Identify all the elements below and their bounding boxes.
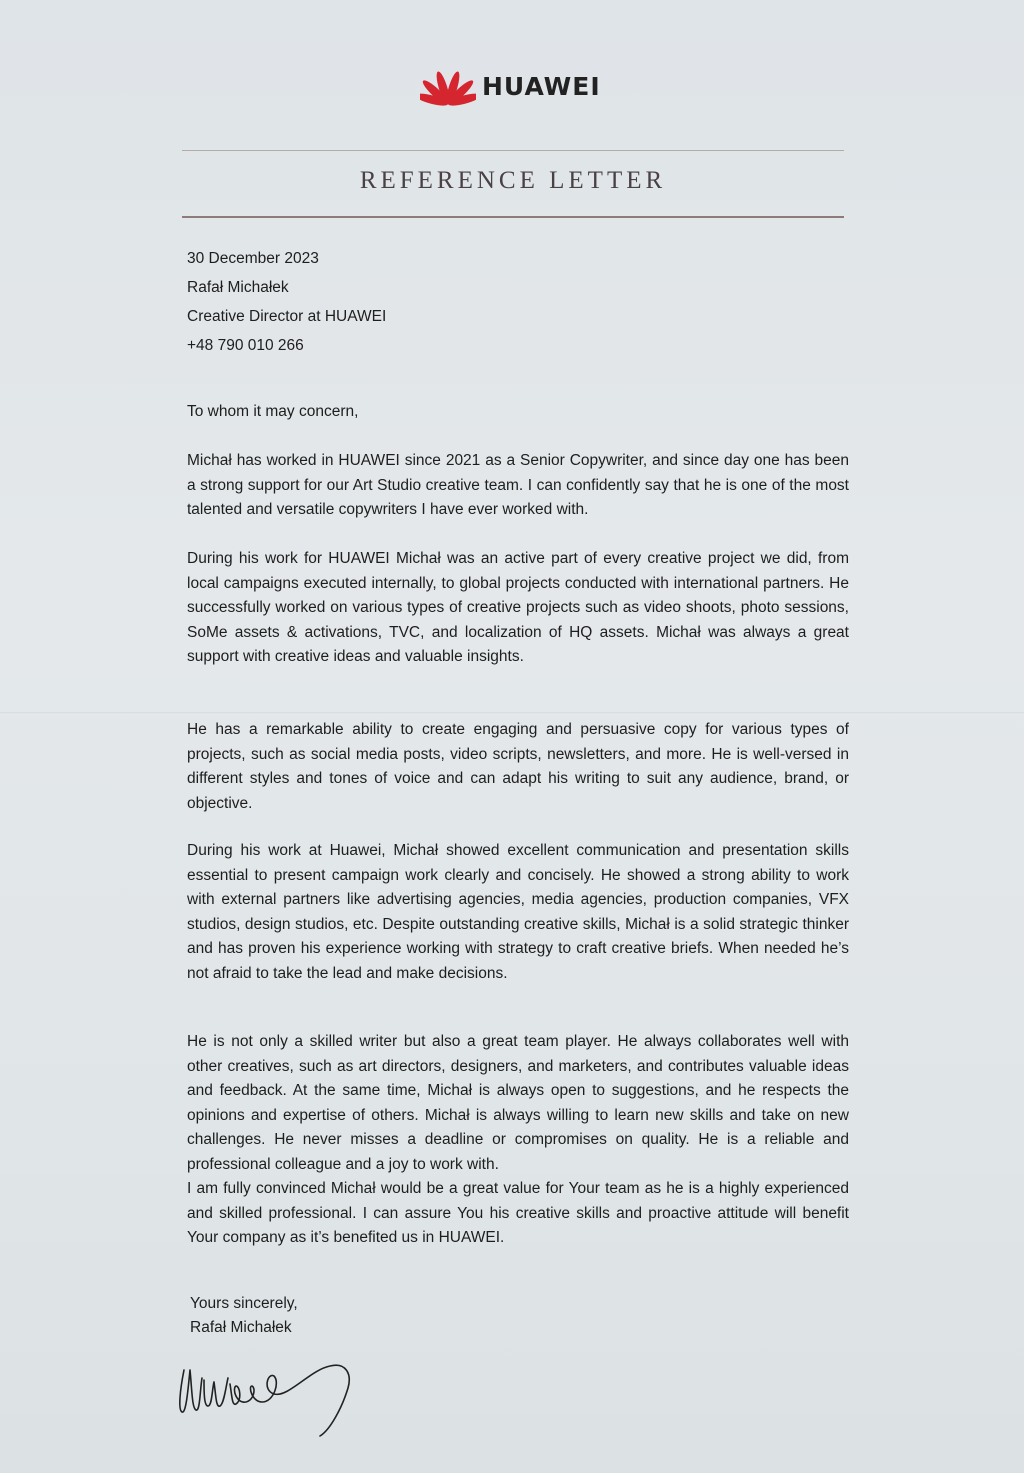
body-paragraph: He has a remarkable ability to create engaging and persuasive copy for various types of projects, such as social media posts, video scripts, newsletters, and more. He is well-versed in different styles and tones of voice and can adapt his writing to suit any audience, brand, or objective. bbox=[187, 721, 849, 812]
huawei-petal-logo-icon bbox=[420, 64, 476, 108]
body-paragraph: During his work at Huawei, Michał showed excellent communication and presentation skills essential to present campaign work clearly and concisely. He showed a strong ability to work with external partners like advertising agencies, media agencies, production companies, VFX studios, design studios, etc. Despite outstanding creative skills, Michał is a solid strategic thinker and has proven his experience working with strategy to craft creative briefs. When needed he’s not afraid to take the lead and make decisions. bbox=[187, 842, 849, 982]
greeting: To whom it may concern, bbox=[187, 403, 359, 420]
body-paragraph: Michał has worked in HUAWEI since 2021 as a Senior Copywriter, and since day one has been a strong support for our Art Studio creative team. I can confidently say that he is one of the most talented and versatile copywriters I have ever worked with. bbox=[187, 452, 849, 518]
sender-title: Creative Director at HUAWEI bbox=[187, 308, 387, 325]
letter-date: 30 December 2023 bbox=[187, 250, 319, 267]
sender-phone: +48 790 010 266 bbox=[187, 337, 304, 354]
letter-title: REFERENCE LETTER bbox=[359, 167, 667, 194]
brand-name: HUAWEI bbox=[482, 71, 601, 101]
body-paragraph: He is not only a skilled writer but also a great team player. He always collaborates well with other creatives, such as art directors, designers, and marketers, and contributes valuable ideas and feedback. At the same time, Michał is always open to suggestions, and he respects the opinions and expertise of others. Michał is always willing to learn new skills and take on new challenges. He never misses a deadline or compromises on quality. He is a reliable and professional colleague and a joy to work with. bbox=[187, 1033, 849, 1173]
sign-off: Yours sincerely, bbox=[190, 1295, 298, 1312]
sender-block bbox=[187, 244, 849, 360]
body-paragraph: I am fully convinced Michał would be a great value for Your team as he is a highly experienced and skilled professional. I can assure You his creative skills and proactive attitude will benefit Your company as it’s benefited us in HUAWEI. bbox=[187, 1180, 849, 1246]
sender-name: Rafał Michałek bbox=[187, 279, 289, 296]
paper-fold-line bbox=[0, 712, 1024, 715]
signer-name: Rafał Michałek bbox=[190, 1319, 292, 1336]
title-bottom-rule bbox=[182, 216, 844, 218]
handwritten-signature-icon bbox=[170, 1330, 370, 1440]
huawei-logo bbox=[420, 64, 601, 108]
body-paragraph: During his work for HUAWEI Michał was an active part of every creative project we did, from local campaigns executed internally, to global projects conducted with international partners. He successfully worked on various types of creative projects such as video shoots, photo sessions, SoMe assets & activations, TVC, and localization of HQ assets. Michał was always a great support with creative ideas and valuable insights. bbox=[187, 550, 849, 665]
title-top-rule bbox=[182, 150, 844, 151]
